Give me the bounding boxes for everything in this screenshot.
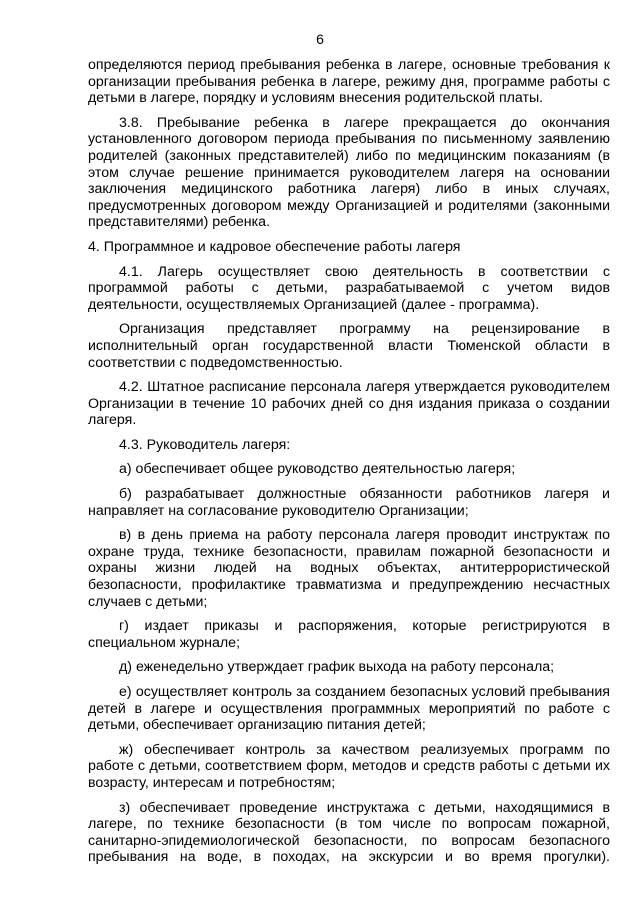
- list-item-a: а) обеспечивает общее руководство деятельностью лагеря;: [119, 461, 516, 478]
- paragraph-4-1: 4.1. Лагерь осуществляет свою деятельность в соответствии с программой работы с детьми, разрабатываемой с учетом видов деятельности, осуществляемых Организацией (далее - программа).: [88, 263, 610, 313]
- paragraph-continuation: определяются период пребывания ребенка в лагере, основные требования к организации пребывания ребенка в лагере, режиму дня, программе работы с детьми в лагере, порядку и условиям внесения родительской платы.: [88, 57, 610, 107]
- paragraph-program-review: Организация представляет программу на рецензирование в исполнительный орган государственной власти Тюменской области в соответствии с подведомственностью.: [88, 321, 610, 371]
- document-body: [88, 57, 610, 874]
- list-item-g: г) издает приказы и распоряжения, которые регистрируются в специальном журнале;: [88, 618, 610, 651]
- paragraph-3-8: 3.8. Пребывание ребенка в лагере прекращается до окончания установленного договором периода пребывания по письменному заявлению родителей (законных представителей) либо по медицинским показаниям (в этом случае решение принимается руководителем лагеря на основании заключения медицинского работника лагеря) либо в иных случаях, предусмотренных договором между Организацией и родителями (законными представителями) ребенка.: [88, 114, 610, 231]
- list-item-z: з) обеспечивает проведение инструктажа с детьми, находящимися в лагере, по технике безопасности (в том числе по вопросам пожарной, санитарно-эпидемиологической безопасности, по вопросам безопасного пребывания на воде, в походах, на экскурсии и во время прогулки).: [88, 799, 610, 866]
- list-item-e: е) осуществляет контроль за созданием безопасных условий пребывания детей в лагере и осуществления программных мероприятий по работе с детьми, обеспечивает организацию питания детей;: [88, 684, 610, 734]
- paragraph-4-3: 4.3. Руководитель лагеря:: [119, 436, 291, 453]
- list-item-zh: ж) обеспечивает контроль за качеством реализуемых программ по работе с детьми, соответствием форм, методов и средств работы с детьми их возрасту, интересам и потребностям;: [88, 741, 610, 791]
- page-number: 6: [316, 31, 324, 47]
- paragraph-4-2: 4.2. Штатное расписание персонала лагеря утверждается руководителем Организации в течение 10 рабочих дней со дня издания приказа о создании лагеря.: [88, 379, 610, 429]
- list-item-v: в) в день приема на работу персонала лагеря проводит инструктаж по охране труда, технике безопасности, правилам пожарной безопасности и охраны жизни людей на водных объектах, антитеррористической безопасности, профилактике травматизма и предупреждению несчастных случаев с детьми;: [88, 527, 610, 610]
- list-item-d: д) еженедельно утверждает график выхода на работу персонала;: [119, 659, 555, 676]
- list-item-b: б) разрабатывает должностные обязанности работников лагеря и направляет на согласование руководителю Организации;: [88, 486, 610, 519]
- section-heading-4: 4. Программное и кадровое обеспечение работы лагеря: [88, 238, 461, 255]
